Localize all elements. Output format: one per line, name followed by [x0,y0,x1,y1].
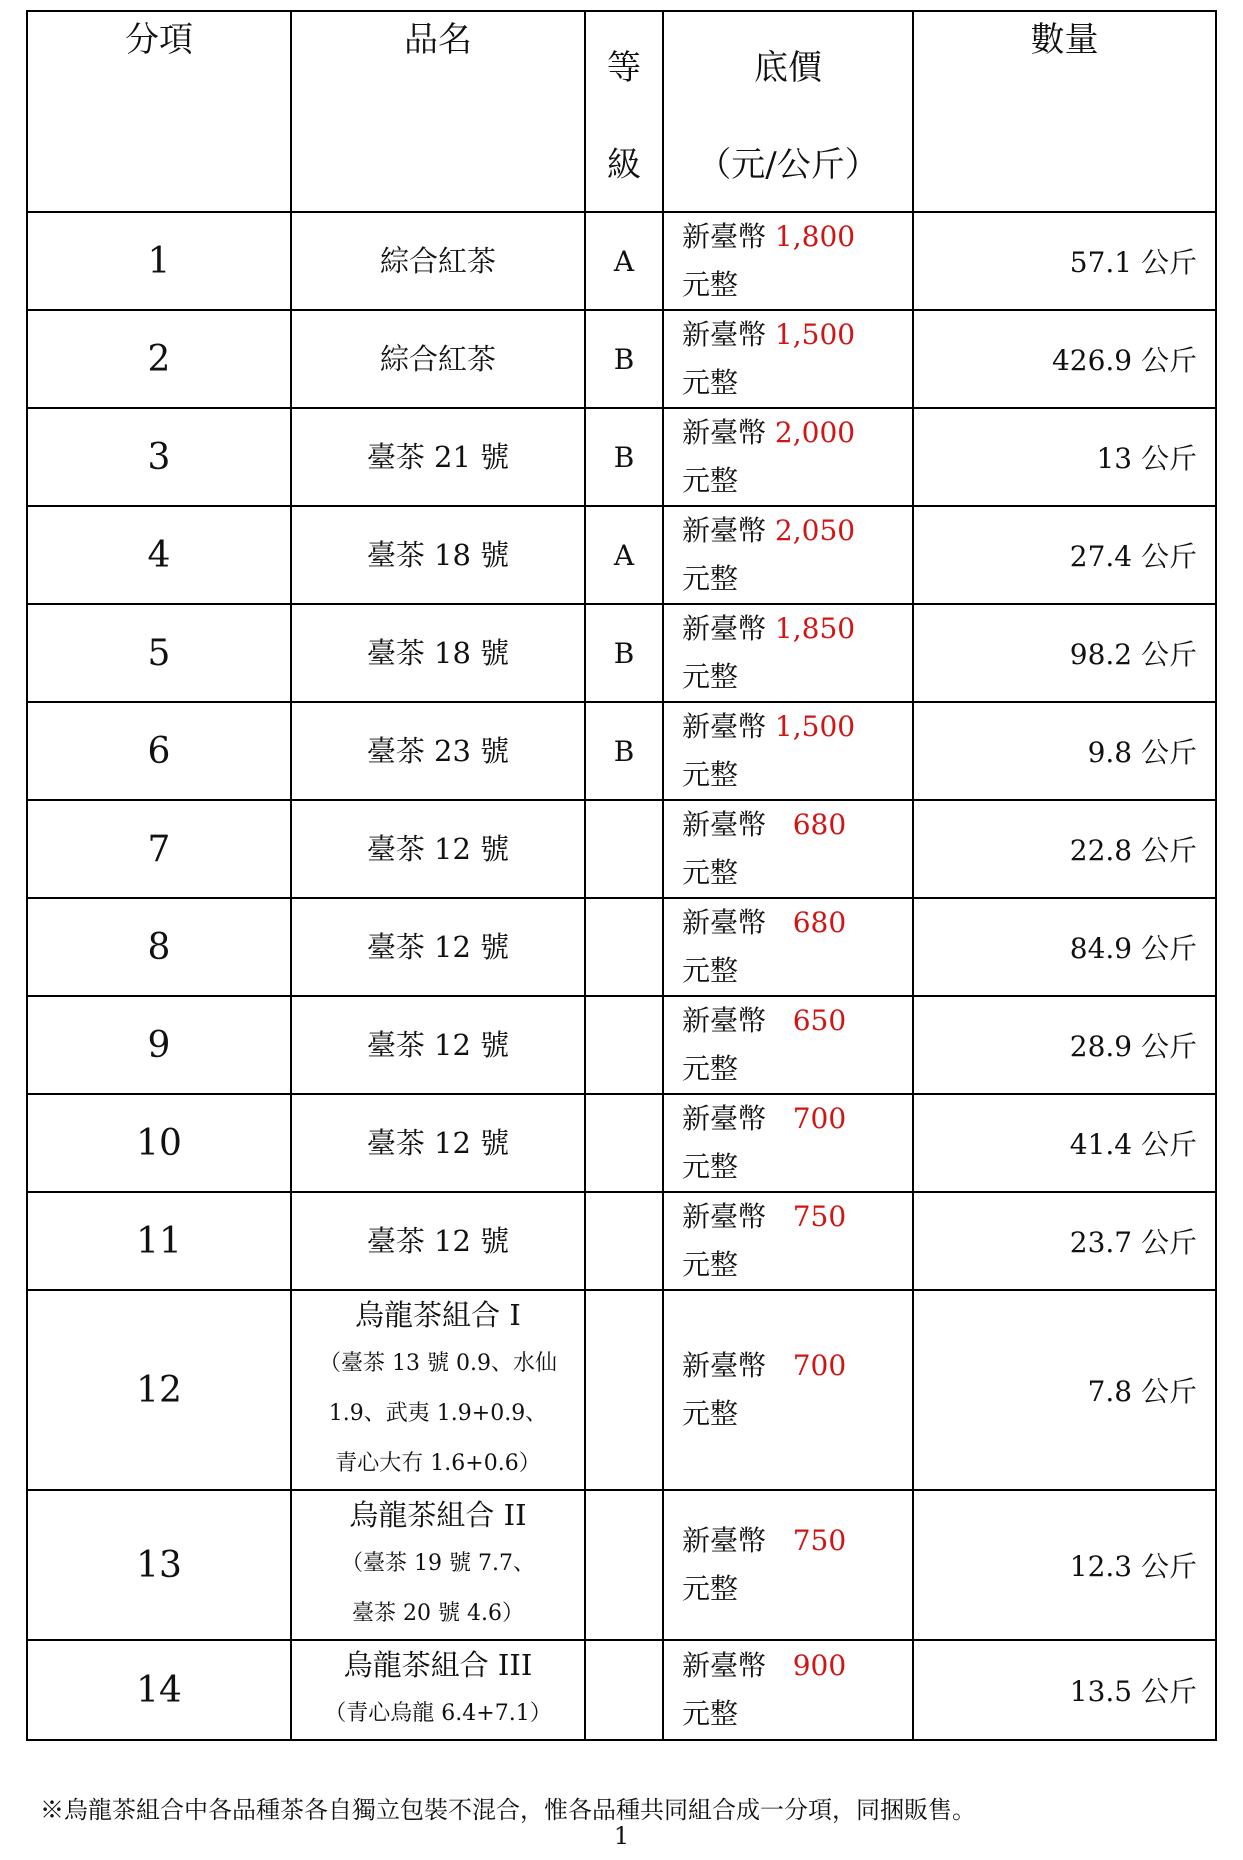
row-price [663,996,913,1094]
row-name [291,604,585,702]
tea-name: 臺茶 12 號 [366,1126,510,1160]
table-row [27,800,1216,898]
table-row [27,310,1216,408]
price-suffix: 元整 [682,660,739,693]
row-price [663,604,913,702]
page-number: 1 [613,1822,630,1850]
header-index: 分項 [27,11,291,212]
row-name [291,1192,585,1290]
row-quantity: 13.5 公斤 [913,1640,1216,1740]
price-prefix: 新臺幣 [682,1649,767,1682]
tea-composition: 1.9、武夷 1.9+0.9、 [328,1401,548,1426]
row-price [663,800,913,898]
price-prefix: 新臺幣 [682,318,767,351]
table-row [27,1192,1216,1290]
tea-name: 臺茶 23 號 [366,734,510,768]
row-price [663,212,913,310]
price-amount: 680 [792,906,847,939]
row-index: 10 [27,1094,291,1192]
price-suffix: 元整 [682,758,739,791]
row-index: 11 [27,1192,291,1290]
table-row [27,702,1216,800]
row-index: 2 [27,310,291,408]
header-grade-line1: 等 [607,48,641,88]
row-name [291,800,585,898]
header-quantity: 數量 [913,11,1216,212]
row-index: 12 [27,1290,291,1490]
row-index: 7 [27,800,291,898]
row-price [663,1640,913,1740]
price-prefix: 新臺幣 [682,220,767,253]
row-quantity: 22.8 公斤 [913,800,1216,898]
row-grade [585,1490,663,1640]
tea-composition: （臺茶 13 號 0.9、水仙 [319,1351,557,1376]
row-name [291,506,585,604]
row-index: 9 [27,996,291,1094]
tea-name: 臺茶 12 號 [366,1224,510,1258]
row-price [663,702,913,800]
header-grade [585,11,663,212]
row-grade [585,1640,663,1740]
header-price-line1: 底價 [754,48,822,88]
price-amount: 1,800 [774,220,856,253]
price-suffix: 元整 [682,856,739,889]
price-prefix: 新臺幣 [682,1004,767,1037]
row-index: 13 [27,1490,291,1640]
row-grade: B [585,408,663,506]
row-quantity: 84.9 公斤 [913,898,1216,996]
row-index: 1 [27,212,291,310]
tea-name: 烏龍茶組合 II [349,1498,527,1532]
tea-name: 烏龍茶組合 I [355,1298,521,1332]
header-price-line2: （元/公斤） [697,145,879,185]
price-prefix: 新臺幣 [682,1200,767,1233]
row-grade: A [585,212,663,310]
row-index: 3 [27,408,291,506]
row-index: 14 [27,1640,291,1740]
price-suffix: 元整 [682,1697,739,1730]
tea-name: 臺茶 12 號 [366,930,510,964]
tea-composition: 青心大冇 1.6+0.6） [335,1451,541,1476]
row-price [663,1192,913,1290]
price-prefix: 新臺幣 [682,1349,767,1382]
row-name [291,310,585,408]
tea-composition: 臺茶 20 號 4.6） [352,1601,524,1626]
row-price [663,1490,913,1640]
header-price [663,11,913,212]
table-row [27,212,1216,310]
row-quantity: 41.4 公斤 [913,1094,1216,1192]
row-quantity: 9.8 公斤 [913,702,1216,800]
price-prefix: 新臺幣 [682,1102,767,1135]
row-name [291,212,585,310]
row-price [663,506,913,604]
row-quantity: 13 公斤 [913,408,1216,506]
tea-composition: （臺茶 19 號 7.7、 [341,1551,535,1576]
footnote: ※烏龍茶組合中各品種茶各自獨立包裝不混合，惟各品種共同組合成一分項，同捆販售。 [40,1796,976,1824]
table-row [27,506,1216,604]
tea-name: 綜合紅茶 [379,342,496,376]
price-amount: 750 [792,1524,847,1557]
price-suffix: 元整 [682,1572,739,1605]
price-amount: 2,000 [774,416,856,449]
price-suffix: 元整 [682,268,739,301]
row-name [291,1490,585,1640]
price-suffix: 元整 [682,366,739,399]
row-name [291,408,585,506]
row-grade [585,800,663,898]
row-quantity: 28.9 公斤 [913,996,1216,1094]
row-price [663,408,913,506]
price-amount: 650 [792,1004,847,1037]
row-quantity: 426.9 公斤 [913,310,1216,408]
tea-name: 臺茶 18 號 [366,636,510,670]
table-row [27,604,1216,702]
price-suffix: 元整 [682,464,739,497]
row-name [291,898,585,996]
price-suffix: 元整 [682,1397,739,1430]
row-index: 5 [27,604,291,702]
table-row [27,898,1216,996]
tea-name: 臺茶 18 號 [366,538,510,572]
row-name [291,1640,585,1740]
tea-price-table [26,10,1217,1741]
row-price [663,898,913,996]
row-name [291,1094,585,1192]
price-suffix: 元整 [682,1248,739,1281]
price-suffix: 元整 [682,562,739,595]
tea-name: 烏龍茶組合 III [343,1648,533,1682]
header-name: 品名 [291,11,585,212]
row-name [291,702,585,800]
row-name [291,1290,585,1490]
tea-composition: （青心烏龍 6.4+7.1） [324,1701,552,1726]
price-suffix: 元整 [682,1052,739,1085]
row-index: 8 [27,898,291,996]
row-quantity: 98.2 公斤 [913,604,1216,702]
row-price [663,1094,913,1192]
row-grade: A [585,506,663,604]
row-grade: B [585,310,663,408]
tea-name: 綜合紅茶 [379,244,496,278]
tea-name: 臺茶 12 號 [366,832,510,866]
price-prefix: 新臺幣 [682,612,767,645]
table-row [27,1290,1216,1490]
price-prefix: 新臺幣 [682,906,767,939]
row-grade [585,1290,663,1490]
price-prefix: 新臺幣 [682,416,767,449]
table-row [27,996,1216,1094]
row-grade [585,1192,663,1290]
row-price [663,1290,913,1490]
price-amount: 700 [792,1102,847,1135]
price-prefix: 新臺幣 [682,514,767,547]
price-amount: 1,500 [774,710,856,743]
price-amount: 1,500 [774,318,856,351]
tea-name: 臺茶 21 號 [366,440,510,474]
table-header-row [27,11,1216,212]
table-row [27,1640,1216,1740]
row-name [291,996,585,1094]
row-index: 6 [27,702,291,800]
row-grade: B [585,702,663,800]
table-row [27,1490,1216,1640]
price-amount: 900 [792,1649,847,1682]
row-grade [585,1094,663,1192]
price-amount: 2,050 [774,514,856,547]
row-quantity: 12.3 公斤 [913,1490,1216,1640]
header-grade-line2: 級 [607,145,641,185]
row-quantity: 27.4 公斤 [913,506,1216,604]
row-price [663,310,913,408]
row-quantity: 23.7 公斤 [913,1192,1216,1290]
row-grade: B [585,604,663,702]
row-grade [585,898,663,996]
price-amount: 680 [792,808,847,841]
price-suffix: 元整 [682,954,739,987]
tea-name: 臺茶 12 號 [366,1028,510,1062]
row-quantity: 57.1 公斤 [913,212,1216,310]
price-prefix: 新臺幣 [682,710,767,743]
price-amount: 1,850 [774,612,856,645]
price-prefix: 新臺幣 [682,808,767,841]
row-quantity: 7.8 公斤 [913,1290,1216,1490]
row-index: 4 [27,506,291,604]
row-grade [585,996,663,1094]
price-amount: 750 [792,1200,847,1233]
table-body [27,212,1216,1740]
table-row [27,408,1216,506]
price-prefix: 新臺幣 [682,1524,767,1557]
price-amount: 700 [792,1349,847,1382]
table-row [27,1094,1216,1192]
price-suffix: 元整 [682,1150,739,1183]
